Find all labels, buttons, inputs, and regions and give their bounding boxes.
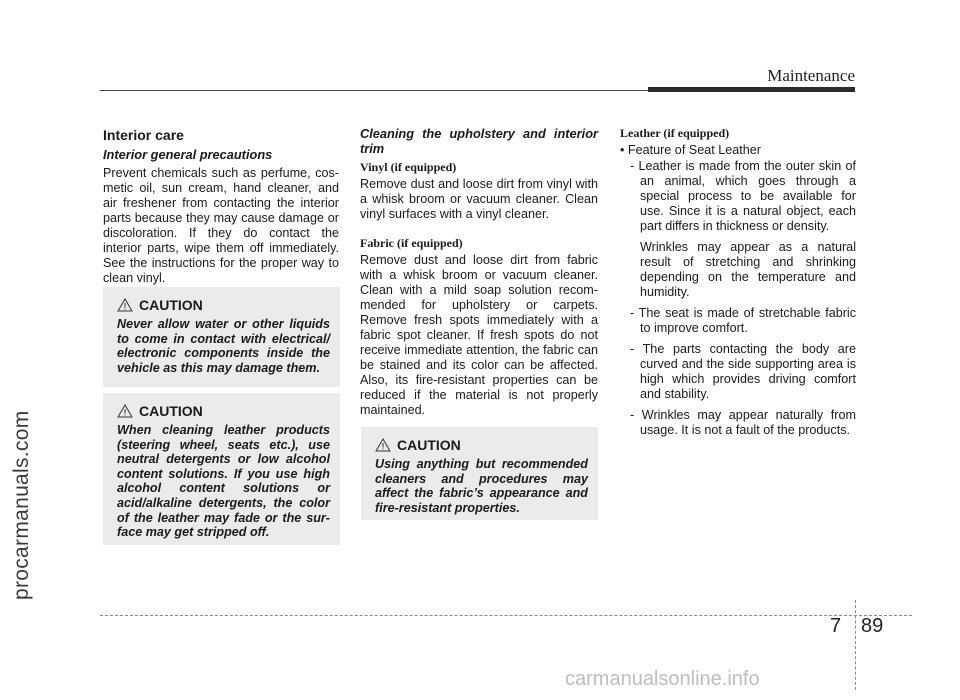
list-item: - The parts contacting the body are curved and the side supporting area is high which provides driving comfort and stability. bbox=[630, 342, 856, 401]
caution-text: Never allow water or other liquids to come in contact with electrical/ electronic components inside the vehicle as this may damage them. bbox=[117, 317, 330, 375]
warning-triangle-icon bbox=[375, 438, 391, 452]
caution-title: CAUTION bbox=[139, 297, 203, 313]
leather-title: Leather (if equipped) bbox=[620, 126, 730, 140]
fabric-title: Fabric (if equipped) bbox=[360, 236, 463, 250]
caution-heading bbox=[375, 437, 588, 453]
caution-title: CAUTION bbox=[397, 437, 461, 453]
caution-text: Using anything but recommended cleaners and procedures may affect the fabric’s appearance and fire-resistant properties. bbox=[375, 457, 588, 515]
caution-box-fabric bbox=[361, 427, 598, 520]
caution-heading bbox=[117, 403, 330, 419]
footer-rule bbox=[100, 615, 912, 616]
header-accent-bar bbox=[648, 87, 855, 92]
footer-watermark: carmanualsonline.info bbox=[565, 668, 760, 690]
column-1 bbox=[103, 126, 339, 294]
page-number: 89 bbox=[861, 615, 884, 637]
list-item: Wrinkles may appear as a natural result of stretching and shrinking depending on the temperature and humidity. bbox=[640, 240, 856, 299]
list-item: - The seat is made of stretchable fabric to improve comfort. bbox=[630, 306, 856, 335]
caution-title: CAUTION bbox=[139, 403, 203, 419]
precautions-paragraph: Prevent chemicals such as perfume, cos-metic oil, sun cream, hand cleaner, and air freshener from contacting the interior parts because they may cause damage or discoloration. If they do contact the interior parts, wipe them off immediately. See the instructions for the proper way to clean vinyl. bbox=[103, 166, 339, 285]
vinyl-title: Vinyl (if equipped) bbox=[360, 160, 457, 174]
section-number: 7 bbox=[830, 615, 842, 637]
list-item: - Wrinkles may appear naturally from usage. It is not a fault of the products. bbox=[630, 408, 856, 437]
caution-text: When cleaning leather products (steering wheel, seats etc.), use neutral detergents or low alcohol content solutions. If you use high alcohol content solutions or acid/alkaline detergents, the color of the leather may fade or the sur-face may get stripped off. bbox=[117, 423, 330, 540]
caution-box-leather bbox=[103, 393, 340, 545]
caution-box-liquids bbox=[103, 287, 340, 387]
caution-heading bbox=[117, 297, 330, 313]
side-watermark-url: procarmanuals.com bbox=[10, 410, 33, 600]
subsection-title: Interior general precautions bbox=[103, 147, 273, 162]
vinyl-paragraph: Remove dust and loose dirt from vinyl with a whisk broom or vacuum cleaner. Clean vinyl surfaces with a vinyl cleaner. bbox=[360, 177, 598, 221]
footer-divider bbox=[855, 600, 856, 690]
subsection-title: Cleaning the upholstery and interior trim bbox=[360, 126, 598, 156]
warning-triangle-icon bbox=[117, 298, 133, 312]
list-item: - Leather is made from the outer skin of an animal, which goes through a special process to be available for use. Since it is a natural object, each part differs in thickness or density. bbox=[630, 159, 856, 233]
column-2 bbox=[360, 126, 598, 426]
column-3 bbox=[620, 126, 856, 444]
section-title: Interior care bbox=[103, 127, 184, 143]
header-title: Maintenance bbox=[767, 66, 855, 85]
fabric-paragraph: Remove dust and loose dirt from fabric with a whisk broom or vacuum cleaner. Clean with a mild soap solution recom-mended for upholstery or carpets. Remove fresh spots immediately with a fabric spot cleaner. If fresh spots do not receive immediate attention, the fabric can be stained and its color can be affected. Also, its fire-resistant properties can be reduced if the material is not properly maintained. bbox=[360, 253, 598, 417]
warning-triangle-icon bbox=[117, 404, 133, 418]
bullet-item: • Feature of Seat Leather bbox=[620, 143, 761, 157]
